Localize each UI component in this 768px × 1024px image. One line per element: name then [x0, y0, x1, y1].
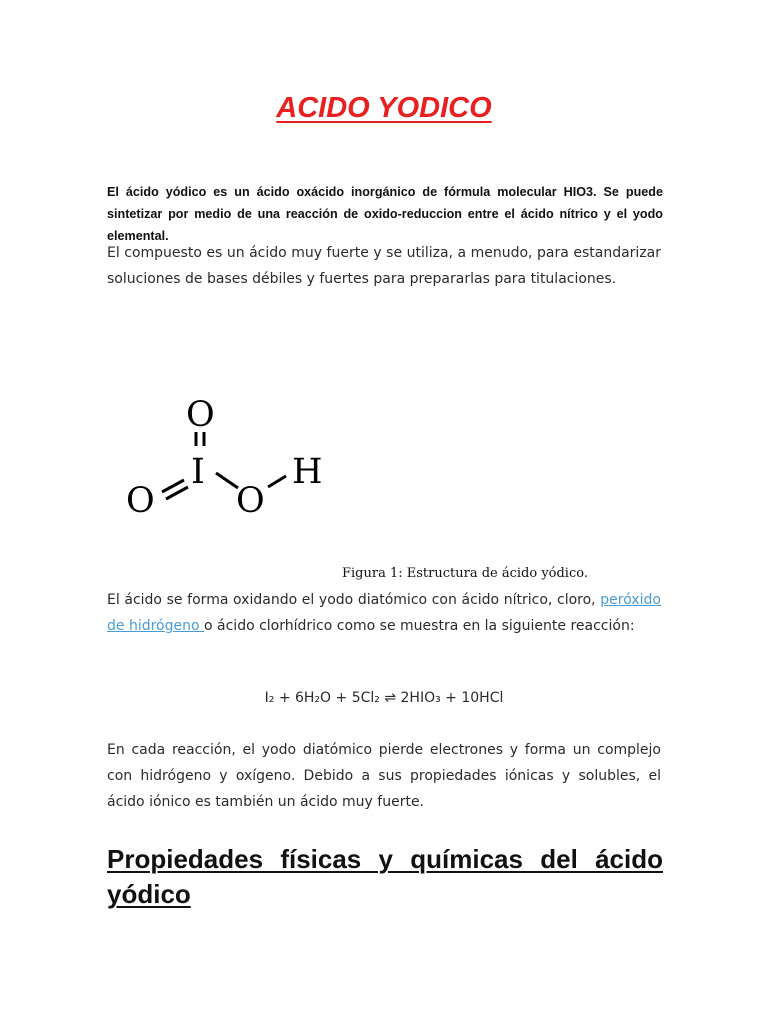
- atom-oxygen-left: O: [126, 481, 155, 521]
- paragraph-reaction: En cada reacción, el yodo diatómico pierde electrones y forma un complejo con hidrógeno y oxígeno. Debido a sus propiedades iónicas y solubles, el ácido iónico es también un ácido muy fuerte.: [107, 742, 661, 810]
- section-heading: Propiedades físicas y químicas del ácido yódico: [107, 844, 663, 909]
- paragraph-formation-text-1: El ácido se forma oxidando el yodo diatómico con ácido nítrico, cloro,: [107, 592, 601, 608]
- iodic-acid-structure-diagram: [118, 388, 348, 528]
- atom-hydrogen: H: [292, 452, 323, 492]
- structure-figure: [118, 388, 348, 528]
- hydrogen-peroxide-link[interactable]: peróxido de hidrógeno: [107, 592, 661, 634]
- atom-oxygen-right: O: [236, 481, 265, 521]
- paragraph-formation-text-2: o ácido clorhídrico como se muestra en la siguiente reacción:: [204, 618, 635, 634]
- reaction-equation: I₂ + 6H₂O + 5Cl₂ ⇌ 2HIO₃ + 10HCl: [264, 690, 504, 706]
- intro-paragraph: El ácido yódico es un ácido oxácido inorgánico de fórmula molecular HIO3. Se puede sintetizar por medio de una reacción de oxido-reduccion entre el ácido nítrico y el yodo elemental.: [107, 185, 663, 243]
- atom-iodine: I: [191, 452, 205, 492]
- single-bond-o-h: [268, 476, 286, 487]
- paragraph-usage: El compuesto es un ácido muy fuerte y se utiliza, a menudo, para estandarizar soluciones de bases débiles y fuertes para prepararlas para titulaciones.: [107, 245, 661, 287]
- paragraph-formation: [107, 587, 661, 639]
- document-title: ACIDO YODICO: [276, 92, 492, 124]
- figure-caption: Figura 1: Estructura de ácido yódico.: [342, 566, 588, 581]
- atom-oxygen-top: O: [186, 395, 215, 435]
- single-bond-i-o: [216, 473, 238, 488]
